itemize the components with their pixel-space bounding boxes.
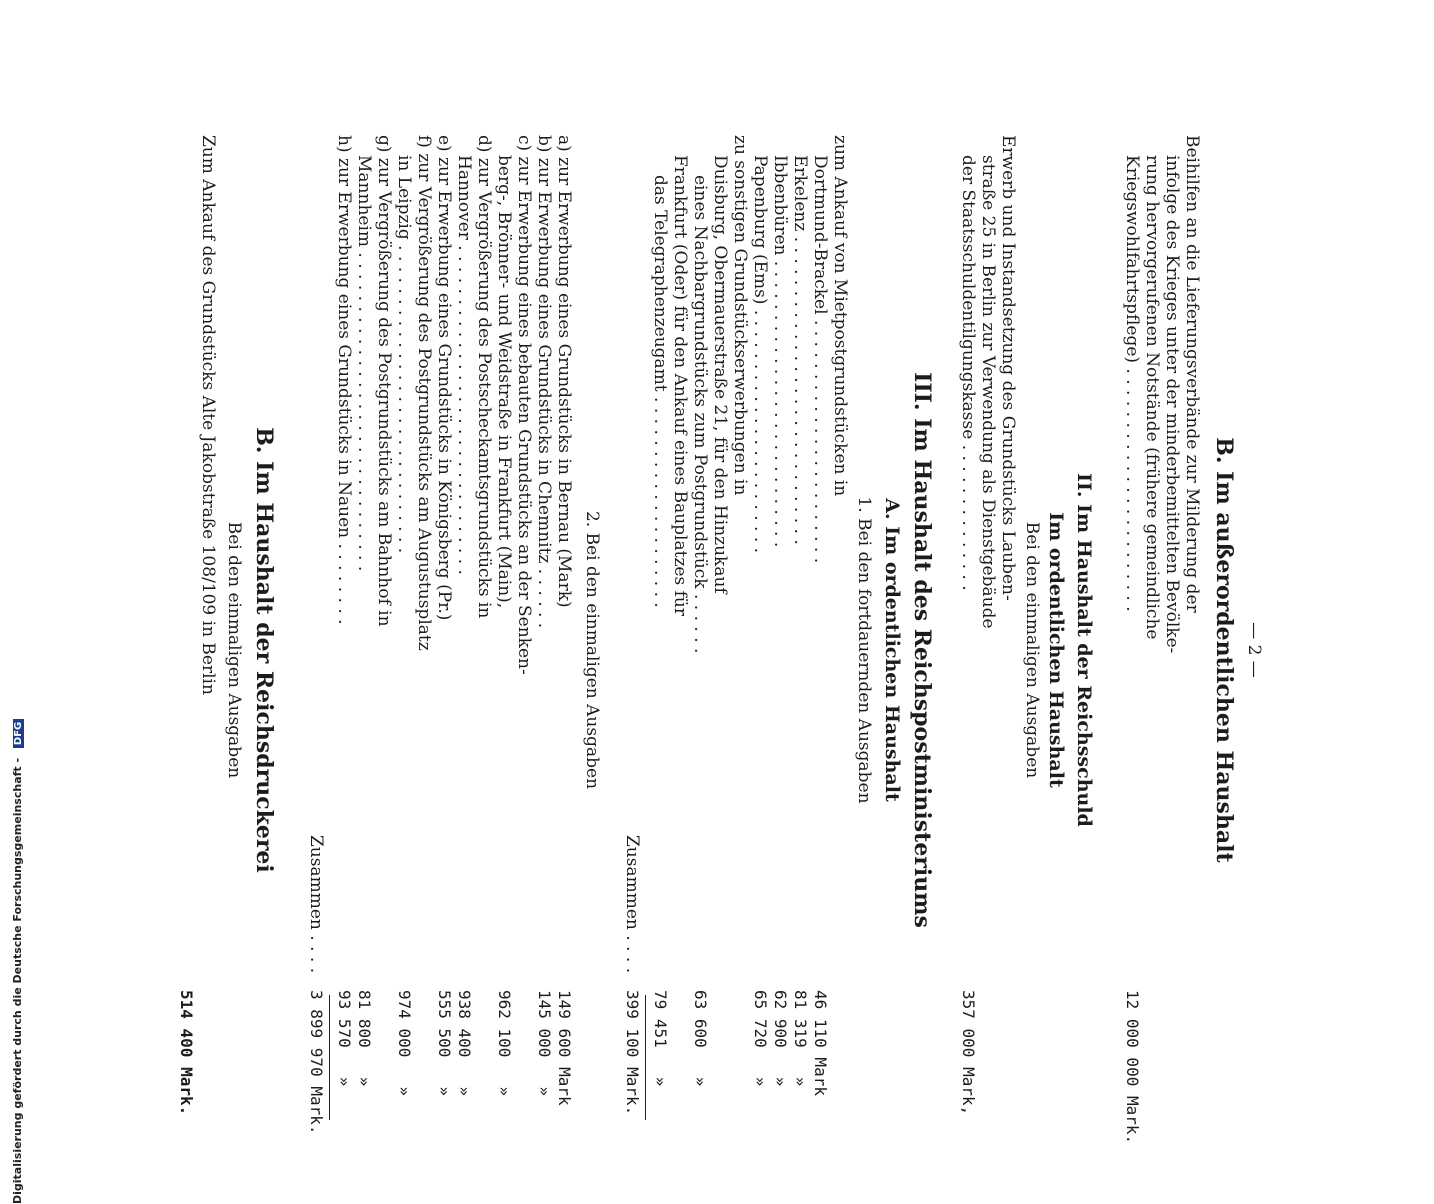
sum-label: Zusammen . . . . [622, 835, 642, 974]
heading-reichsdruckerei: B. Im Haushalt der Reichsdruckerei [251, 427, 277, 873]
dfg-logo: DFG [13, 719, 24, 748]
subheading-ordentlich: Im ordentlichen Haushalt [1045, 512, 1067, 788]
amount: 63 600 » [691, 990, 710, 1087]
sum-label: Zusammen . . . . [306, 835, 326, 974]
list-item: Mannheim . . . . . . . . . . . . . . . . . . . . . . . . . . . . . . [354, 155, 374, 572]
text-line: straße 25 in Berlin zur Verwendung als Dienstgebäude [978, 155, 998, 629]
list-item: berg-, Brönner- und Weidstraße in Frankfurt (Main), [494, 155, 514, 609]
sum-rule [329, 995, 330, 1120]
document-page [154, 135, 1264, 1165]
text-line: der Staatsschuldentilgungskasse . . . . . . . . . . . . . . [958, 155, 978, 591]
heading-reichspost: III. Im Haushalt des Reichspostministeriums [909, 372, 935, 928]
text-line: das Telegraphenzeugamt . . . . . . . . . . . . . . . . . . . . [650, 175, 670, 608]
amount: 79 451 » [651, 990, 670, 1087]
amount: 93 570 » [335, 990, 354, 1087]
amount: 46 110 Mark [811, 990, 830, 1096]
text-line: eines Nachbargrundstücks zum Postgrundstück . . . . . . [690, 175, 710, 654]
text-line: Erwerb und Instandsetzung des Grundstücks Lauben- [998, 135, 1018, 601]
list-item: e) zur Erwerbung eines Grundstücks in Königsberg (Pr.) [434, 135, 454, 621]
amount: 974 000 » [395, 990, 414, 1096]
text-line: Duisburg, Obermauerstraße 21, für den Hinzukauf [710, 155, 730, 594]
list-item: b) zur Erwerbung eines Grundstücks in Chemnitz . . . . . . [534, 135, 554, 629]
list-item: in Leipzig . . . . . . . . . . . . . . . . . . . . . . . . . . . . . [394, 155, 414, 554]
list-item: Ibbenbüren . . . . . . . . . . . . . . . . . . . . . . . . . . . [770, 155, 790, 548]
text-line: Zum Ankauf des Grundstücks Alte Jakobstraße 108/109 in Berlin [198, 135, 218, 695]
amount: 357 000 Mark, [959, 990, 978, 1116]
subsubheading: 2. Bei den einmaligen Ausgaben [582, 510, 602, 790]
amount: 12 000 000 Mark. [1123, 990, 1142, 1145]
text-line: infolge des Krieges unter der minderbemittelten Bevölke- [1162, 155, 1182, 654]
text-line: Kriegswohlfahrtspflege) . . . . . . . . . . . . . . . . . . . . . . . [1122, 155, 1142, 612]
amount: 62 900 » [771, 990, 790, 1087]
text-line: zum Ankauf von Mietpostgrundstücken in [830, 135, 850, 497]
sum-amount: 399 100 Mark. [623, 990, 642, 1116]
amount: 149 600 Mark [555, 990, 574, 1106]
list-item: a) zur Erwerbung eines Grundstücks in Bernau (Mark) [554, 135, 574, 608]
text-line: Beihilfen an die Lieferungsverbände zur Milderung der [1182, 135, 1202, 613]
list-item: c) zur Erwerbung eines bebauten Grundstücks an der Senken- [514, 135, 534, 675]
sum-rule [645, 995, 646, 1120]
list-item: Erkelenz . . . . . . . . . . . . . . . . . . . . . . . . . . . . . [790, 155, 810, 545]
amount: 514 400 Mark. [177, 990, 196, 1116]
amount: 81 800 » [355, 990, 374, 1087]
amount: 962 100 » [495, 990, 514, 1096]
list-item: Papenburg (Ems) . . . . . . . . . . . . . . . . . . . . . . . [750, 155, 770, 554]
text-line: rung hervorgerufenen Notstände (frühere gemeindliche [1142, 155, 1162, 640]
footer-text: Digitalisierung gefördert durch die Deutsche Forschungsgemeinschaft - [11, 757, 24, 1204]
amount: 938 400 » [455, 990, 474, 1096]
subsubheading: Bei den einmaligen Ausgaben [1022, 521, 1042, 779]
amount: 81 319 » [791, 990, 810, 1087]
list-item: Hannover . . . . . . . . . . . . . . . . . . . . . . . . . . . . . . . [454, 155, 474, 575]
sum-amount: 3 899 970 Mark. [307, 990, 326, 1135]
text-line: zu sonstigen Grundstückserwerbungen in [730, 135, 750, 496]
amount: 555 500 » [435, 990, 454, 1096]
list-item: Dortmund-Brackel . . . . . . . . . . . . . . . . . . . . . . . [810, 155, 830, 564]
page-number: — 2 — [1244, 622, 1264, 678]
subsubheading: Bei den einmaligen Ausgaben [224, 521, 244, 779]
heading-b-ausserordentlich: B. Im außerordentlichen Haushalt [1211, 437, 1237, 863]
list-item: g) zur Vergrößerung des Postgrundstücks am Bahnhof in [374, 135, 394, 627]
subsubheading: 1. Bei den fortdauernden Ausgaben [854, 496, 874, 804]
amount: 65 720 » [751, 990, 770, 1087]
list-item: d) zur Vergrößerung des Postscheckamtsgrundstücks in [474, 135, 494, 619]
amount: 145 000 » [535, 990, 554, 1096]
subheading-a-ordentlich: A. Im ordentlichen Haushalt [881, 498, 903, 802]
heading-reichsschuld: II. Im Haushalt der Reichsschuld [1073, 473, 1095, 827]
footer [11, 404, 29, 1204]
text-line: Frankfurt (Oder) für den Ankauf eines Bauplatzes für [670, 155, 690, 616]
list-item: f) zur Vergrößerung des Postgrundstücks am Augustusplatz [414, 135, 434, 651]
list-item: h) zur Erwerbung eines Grundstücks in Nauen . . . . . . . . [334, 135, 354, 625]
